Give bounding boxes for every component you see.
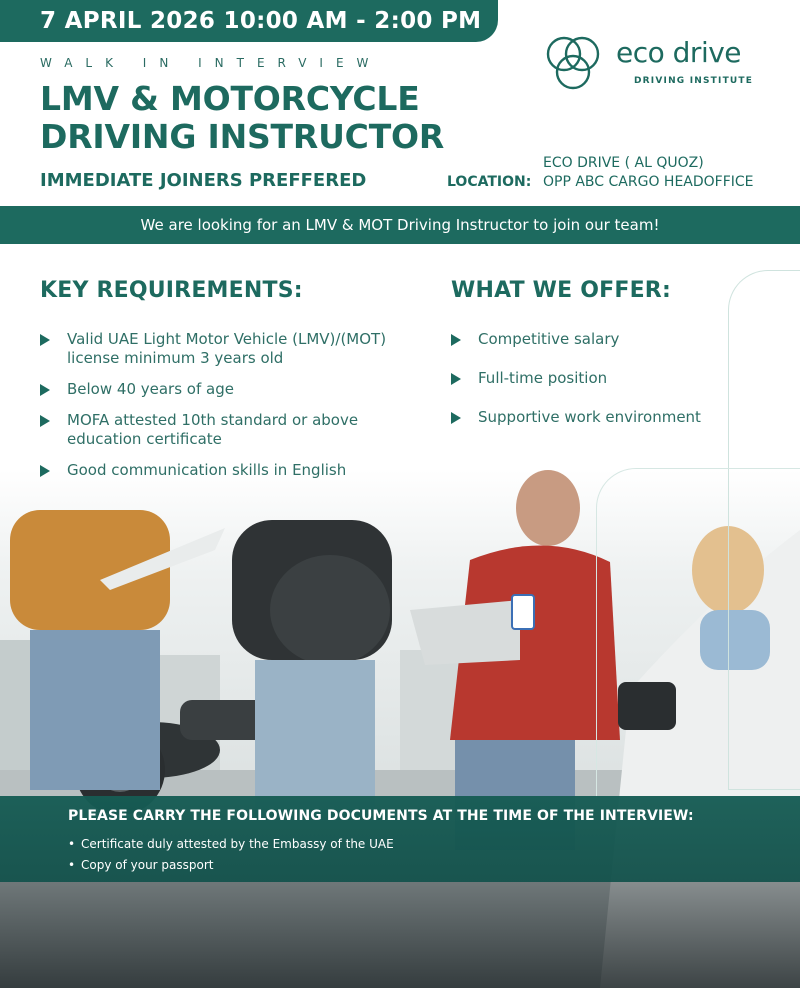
list-item <box>40 380 420 399</box>
brand-name: eco drive <box>616 36 742 69</box>
list-item-text: Good communication skills in English <box>67 461 347 479</box>
team-invite-strip <box>0 206 800 244</box>
list-item-text: education certificate <box>67 430 222 448</box>
triangle-bullet-icon <box>40 465 50 477</box>
list-item-text: Full-time position <box>478 369 608 387</box>
list-item-text: Below 40 years of age <box>67 380 234 398</box>
offer-list <box>451 330 751 439</box>
list-item <box>40 461 420 480</box>
location-label: LOCATION: <box>447 174 532 190</box>
triangle-bullet-icon <box>451 412 461 424</box>
requirements-list <box>40 330 420 492</box>
list-item-text: license minimum 3 years old <box>67 349 284 367</box>
eco-drive-logo-icon <box>544 34 604 92</box>
documents-title: PLEASE CARRY THE FOLLOWING DOCUMENTS AT THE TIME OF THE INTERVIEW: <box>68 808 694 824</box>
footer-photo-band <box>0 882 800 988</box>
documents-panel <box>0 796 800 882</box>
location-line: OPP ABC CARGO HEADOFFICE <box>543 174 754 190</box>
brand-tagline: DRIVING INSTITUTE <box>634 76 754 86</box>
list-item-text: Competitive salary <box>478 330 620 348</box>
eco-drive-logo <box>544 34 774 94</box>
location-line: ECO DRIVE ( AL QUOZ) <box>543 155 704 171</box>
triangle-bullet-icon <box>451 373 461 385</box>
triangle-bullet-icon <box>40 415 50 427</box>
list-item <box>451 330 751 349</box>
triangle-bullet-icon <box>40 334 50 346</box>
list-item <box>40 330 420 368</box>
location-address <box>543 154 754 192</box>
interview-date-banner: 7 APRIL 2026 10:00 AM - 2:00 PM <box>0 0 498 42</box>
decorative-curve <box>596 468 800 798</box>
triangle-bullet-icon <box>40 384 50 396</box>
triangle-bullet-icon <box>451 334 461 346</box>
list-item-text: Valid UAE Light Motor Vehicle (LMV)/(MOT) <box>67 330 387 348</box>
list-item: • Certificate duly attested by the Embassy of the UAE <box>68 834 800 855</box>
list-item: • Copy of your passport <box>68 855 800 876</box>
walk-in-subtitle: WALK IN INTERVIEW <box>40 56 382 70</box>
job-title <box>40 80 480 156</box>
list-item-text: Supportive work environment <box>478 408 701 426</box>
person-helmet <box>232 520 392 820</box>
team-invite-text: We are looking for an LMV & MOT Driving Instructor to join our team! <box>140 216 660 234</box>
job-title-line: DRIVING INSTRUCTOR <box>40 117 445 156</box>
requirements-heading: KEY REQUIREMENTS: <box>40 278 303 303</box>
list-item <box>40 411 420 449</box>
documents-list <box>68 834 800 876</box>
list-item <box>451 408 751 427</box>
list-item <box>451 369 751 388</box>
job-title-line: LMV & MOTORCYCLE <box>40 79 420 118</box>
immediate-joiners-note: IMMEDIATE JOINERS PREFFERED <box>40 170 367 191</box>
offer-heading: WHAT WE OFFER: <box>451 278 671 303</box>
list-item-text: MOFA attested 10th standard or above <box>67 411 359 429</box>
